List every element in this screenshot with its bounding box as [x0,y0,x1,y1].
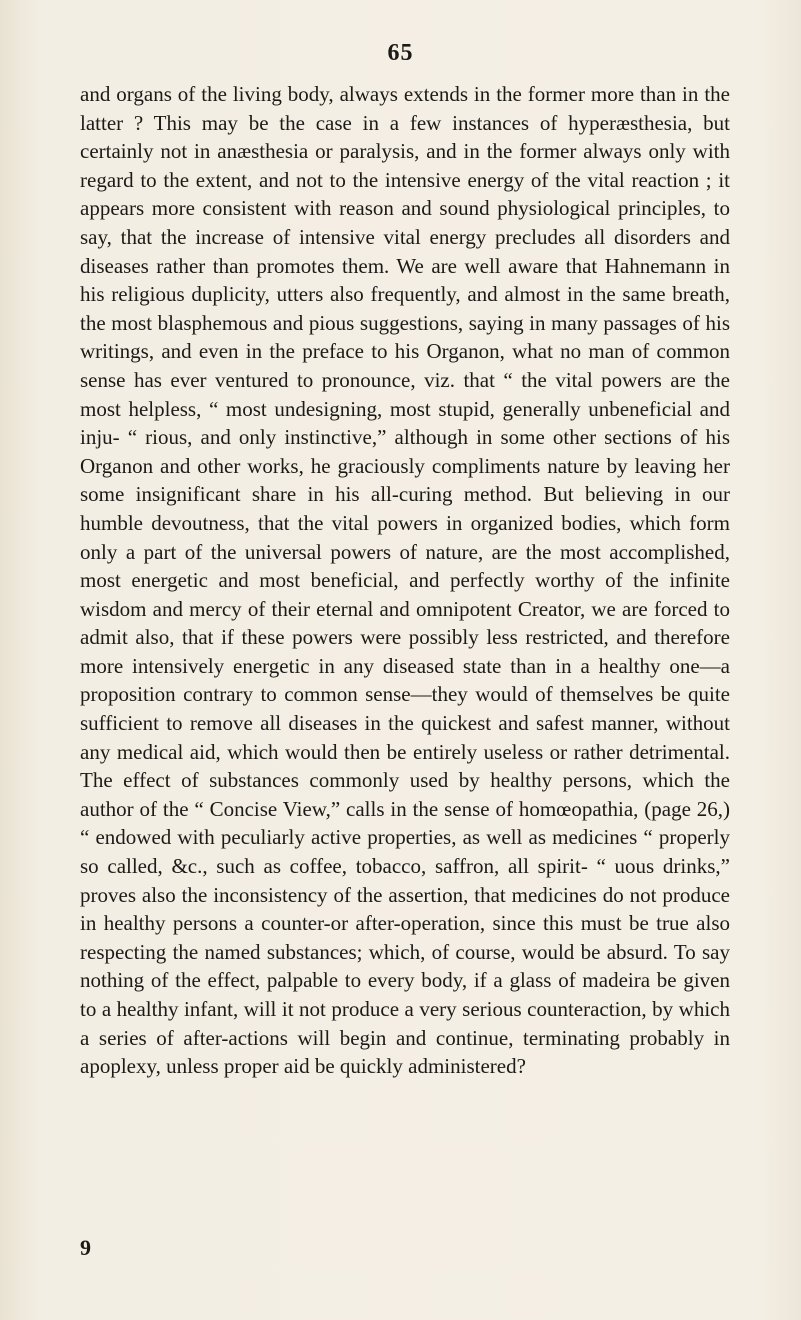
body-paragraph: and organs of the living body, always extends in the former more than in the latter ? This may be the case in a few instances of hyperæsthesia, but certainly not in anæsthesia or paralysis, and in the former always only with regard to the extent, and not to the intensive energy of the vital reaction ; it appears more consistent with reason and sound physiological principles, to say, that the increase of intensive vital energy precludes all disorders and diseases rather than promotes them. We are well aware that Hahnemann in his religious duplicity, utters also frequently, and almost in the same breath, the most blasphemous and pious suggestions, saying in many passages of his writings, and even in the preface to his Organon, what no man of common sense has ever ventured to pronounce, viz. that “ the vital powers are the most helpless, “ most undesigning, most stupid, generally unbeneficial and inju- “ rious, and only instinctive,” although in some other sections of his Organon and other works, he graciously compliments nature by leaving her some insignificant share in his all-curing method. But believing in our humble devoutness, that the vital powers in organized bodies, which form only a part of the universal powers of nature, are the most accomplished, most energetic and most beneficial, and perfectly worthy of the infinite wisdom and mercy of their eternal and omnipotent Creator, we are forced to admit also, that if these powers were possibly less restricted, and therefore more intensively energetic in any diseased state than in a healthy one—a proposition contrary to common sense—they would of themselves be quite sufficient to remove all diseases in the quickest and safest manner, without any medical aid, which would then be entirely useless or rather detrimental. The effect of substances commonly used by healthy persons, which the author of the “ Concise View,” calls in the sense of homœopathia, (page 26,) “ endowed with peculiarly active properties, as well as medicines “ properly so called, &c., such as coffee, tobacco, saffron, all spirit- “ uous drinks,” proves also the inconsistency of the assertion, that medicines do not produce in healthy persons a counter-or after-operation, since this must be true also respecting the named substances; which, of course, would be absurd. To say nothing of the effect, palpable to every body, if a glass of madeira be given to a healthy infant, will it not produce a very serious counteraction, by which a series of after-actions will begin and continue, terminating probably in apoplexy, unless proper aid be quickly administered? [80,82,730,1079]
signature-mark: 9 [80,1235,91,1260]
page-number: 65 [387,40,414,66]
